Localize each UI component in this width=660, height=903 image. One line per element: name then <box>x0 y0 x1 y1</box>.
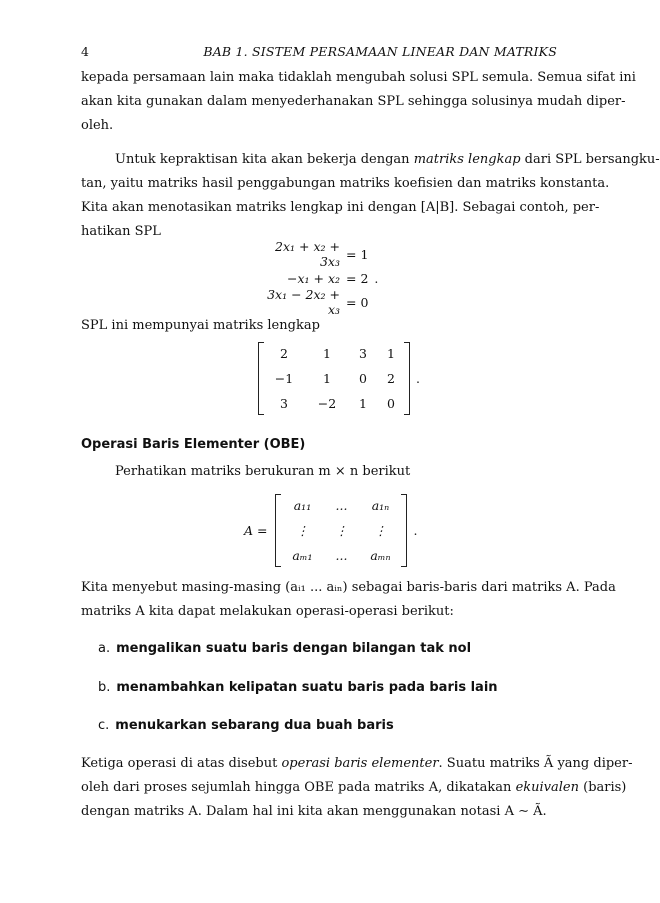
matrix-grid <box>264 342 404 415</box>
text-line: Kita menyebut masing-masing (aᵢ₁ ... aᵢₙ) sebagai baris-baris dari matriks A. Pada <box>81 580 616 595</box>
list-marker: a. <box>98 641 111 656</box>
matrix-cell: 2 <box>280 346 288 361</box>
text-span: (baris) <box>578 780 627 795</box>
equation-lhs: 3x₁ − 2x₂ + x₃ <box>267 287 340 317</box>
text-line: akan kita gunakan dalam menyederhanakan SPL sehingga solusinya mudah diper- <box>81 94 626 109</box>
equation-row <box>258 239 378 269</box>
text-line <box>81 752 633 776</box>
list-text: menambahkan kelipatan suatu baris pada baris lain <box>116 680 498 695</box>
matrix-cell: −1 <box>274 371 294 386</box>
list-item-c <box>98 718 394 733</box>
list-text: mengalikan suatu baris dengan bilangan tak nol <box>116 641 472 656</box>
equation-rhs: = 2 <box>346 270 369 286</box>
matrix-a <box>244 494 417 567</box>
text-line: hatikan SPL <box>81 224 161 239</box>
list-item-b <box>98 680 498 695</box>
equation-lhs: −x₁ + x₂ <box>286 270 340 286</box>
text-line: tan, yaitu matriks hasil penggabungan matriks koefisien dan matriks konstanta. <box>81 176 610 191</box>
matrix-cell: 1 <box>323 371 331 386</box>
text-span: Untuk kepraktisan kita akan bekerja dengan <box>115 152 414 167</box>
emphasis: matriks lengkap <box>413 152 521 167</box>
matrix-punct: . <box>416 371 420 386</box>
matrix-punct: . <box>413 523 418 538</box>
paragraph-1 <box>81 66 636 138</box>
list-marker: c. <box>98 718 110 733</box>
paragraph-6 <box>81 752 633 824</box>
equation-rhs: = 0 <box>346 294 369 310</box>
equation-rhs: = 1 <box>346 246 369 262</box>
matrix-cell: 1 <box>387 346 395 361</box>
equation-row <box>258 287 378 317</box>
paragraph-5 <box>81 576 616 624</box>
paragraph-3 <box>81 314 561 338</box>
text-line <box>81 776 627 800</box>
matrix-cell: 3 <box>280 396 288 411</box>
paragraph-2 <box>81 148 660 244</box>
text-line <box>81 148 660 172</box>
matrix-cell: ⋮ <box>374 523 387 538</box>
matrix-cell: 3 <box>359 346 367 361</box>
section-heading: Operasi Baris Elementer (OBE) <box>81 437 306 452</box>
text-span: . Suatu matriks Ã yang diper- <box>438 756 633 771</box>
text-line: SPL ini mempunyai matriks lengkap <box>81 318 320 333</box>
page-number: 4 <box>81 44 89 59</box>
matrix-cell: 2 <box>387 371 395 386</box>
text-line: dengan matriks A. Dalam hal ini kita akan menggunakan notasi A ∼ Ã. <box>81 804 547 819</box>
matrix-grid <box>281 494 401 567</box>
matrix-cell: 1 <box>323 346 331 361</box>
matrix-cell: ⋮ <box>296 523 309 538</box>
list-text: menukarkan sebarang dua buah baris <box>115 718 394 733</box>
emphasis: ekuivalen <box>515 780 579 795</box>
text-line: Kita akan menotasikan matriks lengkap ini dengan [A|B]. Sebagai contoh, per- <box>81 200 600 215</box>
equation-system <box>258 239 379 317</box>
matrix-cell: ... <box>335 498 348 513</box>
matrix-cell: −2 <box>317 396 337 411</box>
text-span: dari SPL bersangku- <box>520 152 660 167</box>
list-item-a <box>98 641 471 656</box>
text-line: matriks A kita dapat melakukan operasi-operasi berikut: <box>81 604 454 619</box>
matrix-cell: ⋮ <box>335 523 348 538</box>
matrix-cell: aₘ₁ <box>292 548 313 563</box>
augmented-matrix <box>258 342 420 415</box>
equation-lhs: 2x₁ + x₂ + 3x₃ <box>275 239 340 269</box>
matrix-cell: a₁ₙ <box>371 498 390 513</box>
paragraph-4 <box>81 460 561 484</box>
text-span: Ketiga operasi di atas disebut <box>81 756 282 771</box>
page-header <box>81 44 557 59</box>
text-line: Perhatikan matriks berukuran m × n berikut <box>115 464 411 479</box>
matrix-cell: ... <box>335 548 348 563</box>
equation-punct: . <box>374 270 379 286</box>
matrix-cell: aₘₙ <box>370 548 391 563</box>
matrix-cell: a₁₁ <box>293 498 312 513</box>
running-title: BAB 1. SISTEM PERSAMAAN LINEAR DAN MATRIKS <box>203 44 557 59</box>
emphasis: operasi baris elementer <box>281 756 439 771</box>
matrix-cell: 1 <box>359 396 367 411</box>
matrix-cell: 0 <box>387 396 395 411</box>
matrix-label: A = <box>244 523 268 538</box>
list-marker: b. <box>98 680 111 695</box>
text-line: kepada persamaan lain maka tidaklah mengubah solusi SPL semula. Semua sifat ini <box>81 70 636 85</box>
matrix-cell: 0 <box>359 371 367 386</box>
text-span: oleh dari proses sejumlah hingga OBE pada matriks A, dikatakan <box>81 780 516 795</box>
text-line: oleh. <box>81 118 114 133</box>
